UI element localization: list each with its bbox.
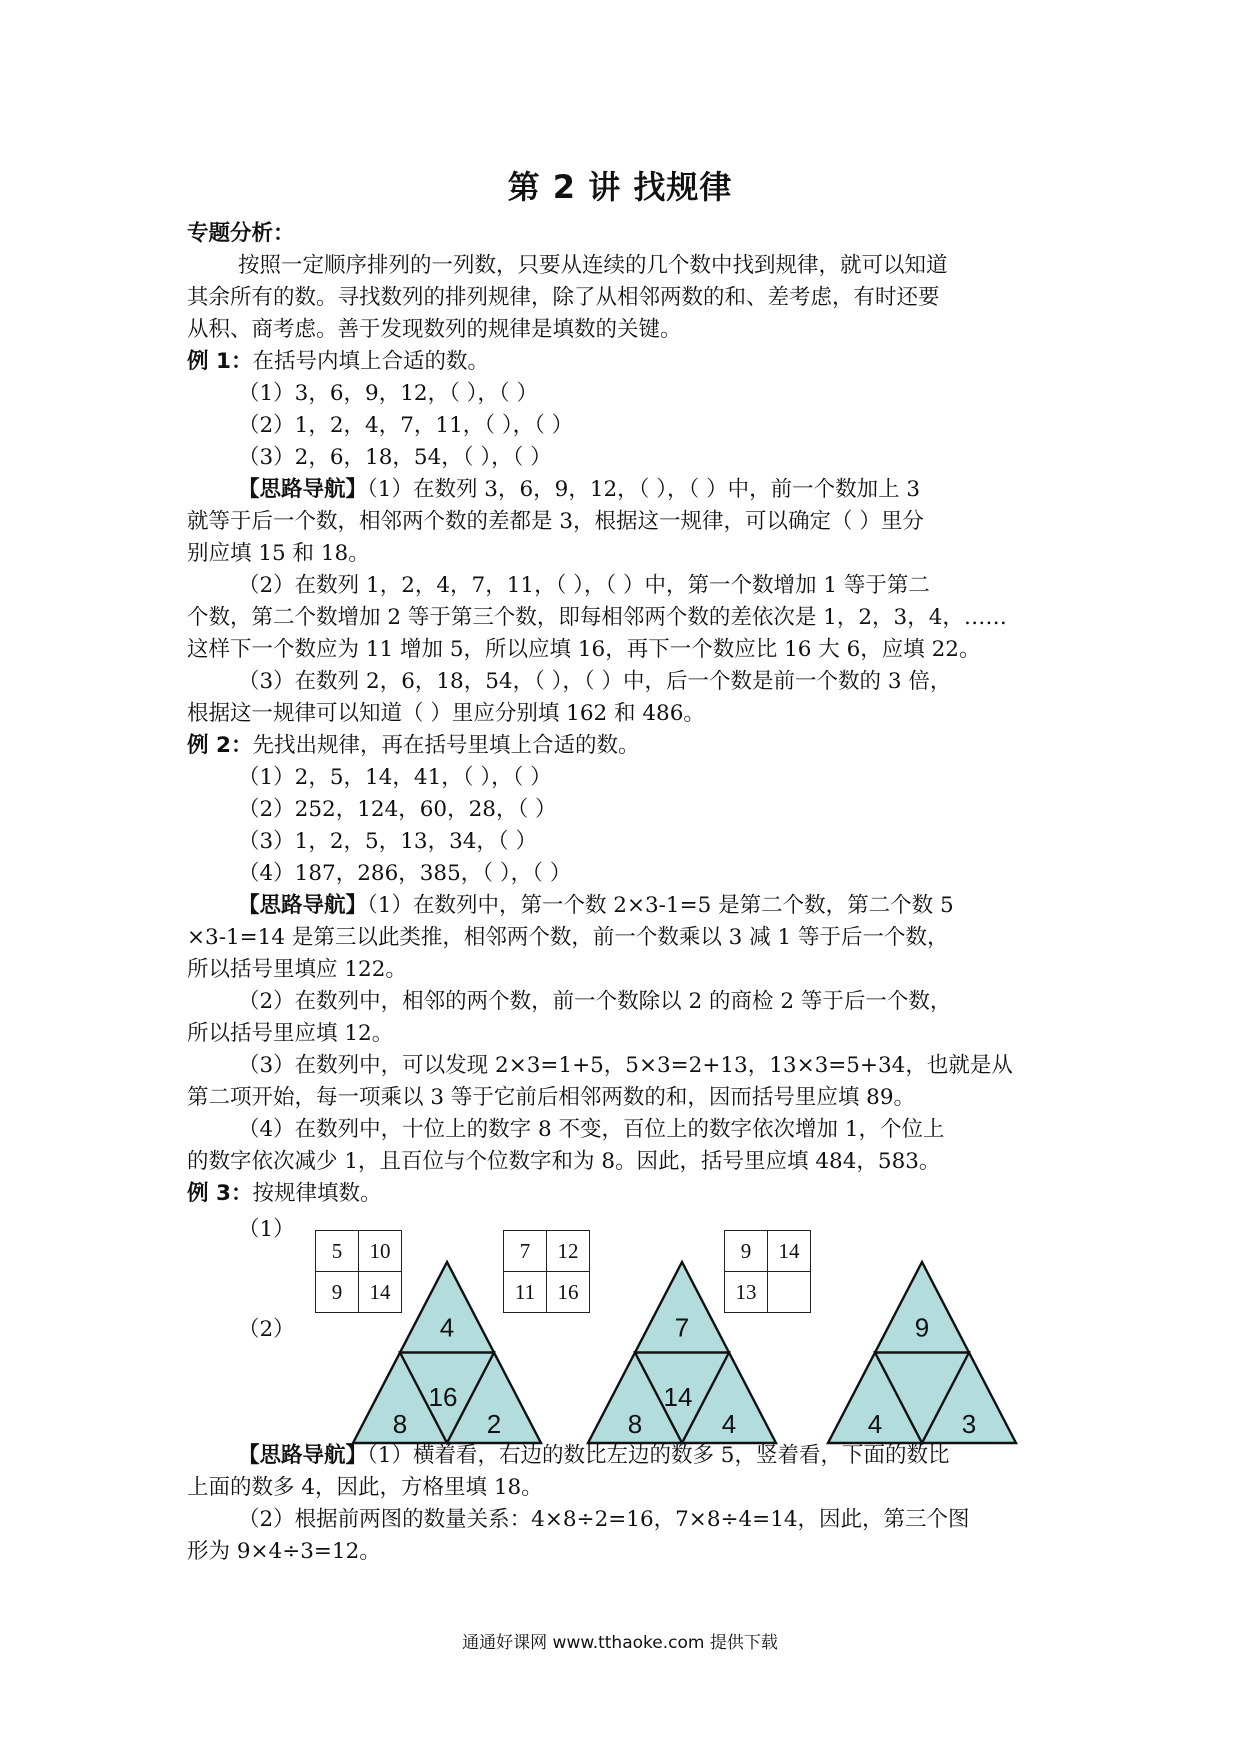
triangle-right-number: 4 (721, 1408, 737, 1439)
example-1-item-3: （3）2，6，18，54，（ ），（ ） (238, 445, 552, 470)
triangle-top-number: 4 (439, 1312, 455, 1343)
example-2-item-3: （3）1，2，5，13，34，（ ） (238, 829, 538, 854)
page-title: 第 2 讲 找规律 (507, 168, 733, 206)
example-1-guide-1c: 别应填 15 和 18。 (187, 541, 370, 566)
grid-cell: 10 (359, 1231, 402, 1272)
example-3-sub-1: （1） (238, 1217, 295, 1242)
triangle-center-number: 16 (428, 1381, 458, 1412)
example-2-item-4: （4）187，286，385，（ ），（ ） (238, 861, 572, 886)
example-1-guide-1b: 就等于后一个数，相邻两个数的差都是 3，根据这一规律，可以确定（ ）里分 (187, 509, 924, 534)
triangle-left-number: 8 (627, 1408, 643, 1439)
grid-cell: 14 (359, 1272, 402, 1313)
grid-cell: 14 (768, 1231, 811, 1272)
example-1-guide-2c: 这样下一个数应为 11 增加 5，所以应填 16，再下一个数应比 16 大 6，应填 22。 (187, 637, 981, 662)
triangle-figure-3 (828, 1262, 1016, 1443)
example-1-item-1: （1）3，6，9，12，（ ），（ ） (238, 381, 538, 406)
example-2-guide-4a: （4）在数列中，十位上的数字 8 不变，百位上的数字依次增加 1，个位上 (238, 1117, 945, 1142)
example-2-guide-1c: 所以括号里填应 122。 (187, 957, 407, 982)
example-1-item-2: （2）1，2，4，7，11，（ ），（ ） (238, 413, 574, 438)
guide-label: 【思路导航】 (238, 477, 368, 502)
grid-cell: 12 (547, 1231, 590, 1272)
triangle-top-number: 7 (674, 1312, 690, 1343)
example-3-text: 按规律填数。 (252, 1181, 382, 1206)
example-2-item-1: （1）2，5，14，41，（ ），（ ） (238, 765, 552, 790)
triangle-left-number: 4 (867, 1408, 883, 1439)
analysis-line-1: 按照一定顺序排列的一列数，只要从连续的几个数中找到规律，就可以知道 (238, 253, 948, 278)
example-3-guide-1b: 上面的数多 4，因此，方格里填 18。 (187, 1475, 543, 1500)
analysis-heading: 专题分析： (187, 221, 295, 246)
example-3-guide-1a (238, 1440, 949, 1472)
example-2-guide-4b: 的数字依次减少 1，且百位与个位数字和为 8。因此，括号里应填 484，583。 (187, 1149, 941, 1174)
triangle-left-number: 8 (392, 1408, 408, 1439)
guide-label: 【思路导航】 (238, 1443, 368, 1468)
example-2-guide-2a: （2）在数列中，相邻的两个数，前一个数除以 2 的商检 2 等于后一个数， (238, 989, 952, 1014)
grid-cell: 7 (504, 1231, 547, 1272)
example-1-guide-2b: 个数，第二个数增加 2 等于第三个数，即每相邻两个数的差依次是 1，2，3，4，…… (187, 605, 1007, 630)
example-2-text: 先找出规律，再在括号里填上合适的数。 (252, 733, 640, 758)
example-3-guide-2a: （2）根据前两图的数量关系：4×8÷2=16，7×8÷4=14，因此，第三个图 (238, 1507, 970, 1532)
analysis-line-3: 从积、商考虑。善于发现数列的规律是填数的关键。 (187, 317, 682, 342)
number-grid-1 (315, 1230, 402, 1313)
number-grid-3 (724, 1230, 811, 1313)
triangle-right-number: 3 (961, 1408, 977, 1439)
example-2-guide-1b: ×3-1=14 是第三以此类推，相邻两个数，前一个数乘以 3 减 1 等于后一个数， (187, 925, 949, 950)
example-2-item-2: （2）252，124，60，28，（ ） (238, 797, 557, 822)
page-footer: 通通好课网 www.tthaoke.com 提供下载 (462, 1633, 778, 1653)
example-2-guide-3b: 第二项开始，每一项乘以 3 等于它前后相邻两数的和，因而括号里应填 89。 (187, 1085, 916, 1110)
number-grid-2 (503, 1230, 590, 1313)
grid-cell: 16 (547, 1272, 590, 1313)
analysis-line-2: 其余所有的数。寻找数列的排列规律，除了从相邻两数的和、差考虑，有时还要 (187, 285, 940, 310)
grid-cell-blank (768, 1272, 811, 1313)
example-3-guide-2b: 形为 9×4÷3=12。 (187, 1539, 381, 1564)
grid-cell: 5 (316, 1231, 359, 1272)
triangle-top-number: 9 (914, 1312, 930, 1343)
example-2-guide-3a: （3）在数列中，可以发现 2×3=1+5，5×3=2+13，13×3=5+34，也就是从 (238, 1053, 1013, 1078)
example-1-guide-3b: 根据这一规律可以知道（ ）里应分别填 162 和 486。 (187, 701, 705, 726)
example-3-sub-2: （2） (238, 1317, 295, 1342)
example-2-guide-2b: 所以括号里应填 12。 (187, 1021, 394, 1046)
grid-cell: 11 (504, 1272, 547, 1313)
triangle-right-number: 2 (486, 1408, 502, 1439)
example-1-guide-2a: （2）在数列 1，2，4，7，11，（ ），（ ）中，第一个数增加 1 等于第二 (238, 573, 930, 598)
example-1-guide-3a: （3）在数列 2，6，18，54，（ ），（ ）中，后一个数是前一个数的 3 倍， (238, 669, 952, 694)
example-1-label: 例 1： (187, 349, 253, 374)
example-2-label: 例 2： (187, 733, 253, 758)
guide-text: （1）横着看，右边的数比左边的数多 5，竖着看，下面的数比 (367, 1443, 950, 1468)
grid-cell: 13 (725, 1272, 768, 1313)
guide-text: （1）在数列中，第一个数 2×3-1=5 是第二个数，第二个数 5 (367, 893, 954, 918)
guide-text: （1）在数列 3，6，9，12，（ ），（ ）中，前一个数加上 3 (367, 477, 921, 502)
example-1-text: 在括号内填上合适的数。 (252, 349, 489, 374)
grid-cell: 9 (316, 1272, 359, 1313)
grid-cell: 9 (725, 1231, 768, 1272)
guide-label: 【思路导航】 (238, 893, 368, 918)
triangle-center-number: 14 (663, 1381, 693, 1412)
example-3-label: 例 3： (187, 1181, 253, 1206)
